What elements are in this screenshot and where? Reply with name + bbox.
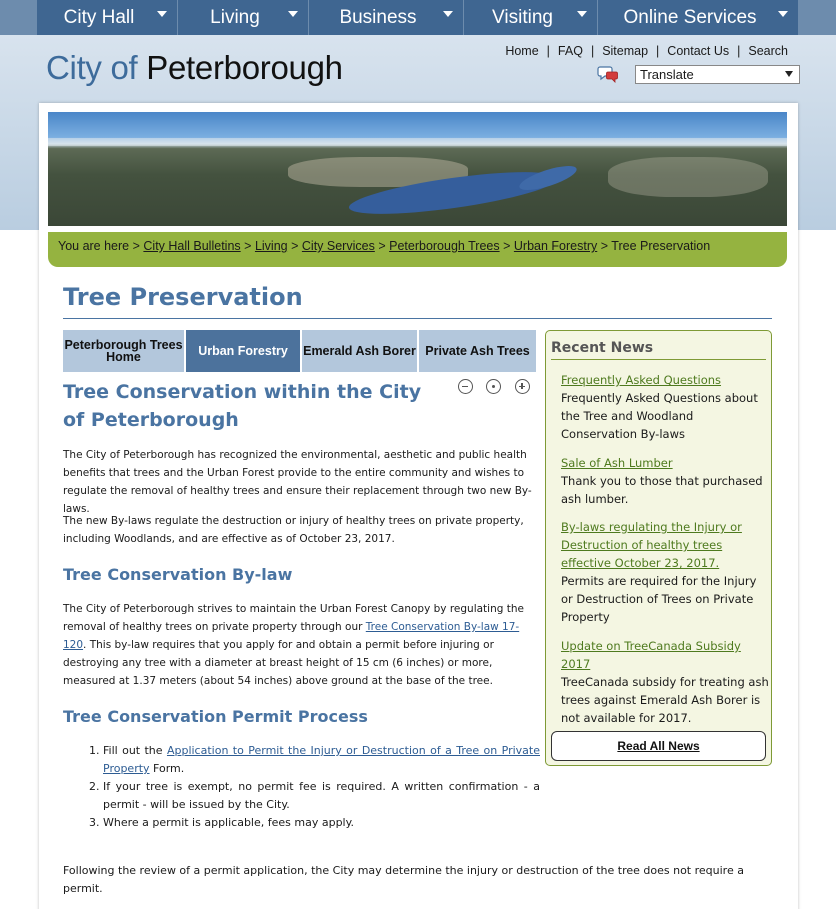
section-heading-bylaw: Tree Conservation By-law xyxy=(63,565,293,584)
breadcrumb-link-city-hall-bulletins[interactable]: City Hall Bulletins xyxy=(143,239,241,253)
translate-select-value: Translate xyxy=(640,67,694,82)
chevron-down-icon xyxy=(288,11,298,17)
nav-item-business[interactable] xyxy=(309,0,464,35)
nav-item-label: Business xyxy=(339,6,417,28)
separator: | xyxy=(590,44,595,58)
site-logo[interactable] xyxy=(46,49,343,87)
reset-text-size-icon[interactable] xyxy=(486,379,501,394)
nav-item-label: Online Services xyxy=(623,6,757,28)
news-link[interactable]: By-laws regulating the Injury or Destruction of healthy trees effective October 23, 2017. xyxy=(561,520,742,570)
separator: | xyxy=(737,44,741,58)
chevron-down-icon xyxy=(778,11,788,17)
news-description: Permits are required for the Injury or Destruction of Trees on Private Property xyxy=(561,574,757,624)
breadcrumb-separator: > xyxy=(291,239,299,253)
news-link[interactable]: Frequently Asked Questions xyxy=(561,373,722,387)
translate-icon[interactable] xyxy=(597,64,619,84)
breadcrumb-current: Tree Preservation xyxy=(611,239,711,253)
logo-city-of: City of xyxy=(46,49,138,86)
nav-item-label: Living xyxy=(210,6,260,28)
section-heading-tree-conservation: Tree Conservation within the City of Peterborough xyxy=(63,381,422,431)
nav-item-label: Visiting xyxy=(492,6,553,28)
news-description: TreeCanada subsidy for treating ash trees against Emerald Ash Borer is not available for 2017. xyxy=(561,675,769,725)
list-item: 1. Fill out the Application to Permit the Injury or Destruction of a Tree on Private Property Form. xyxy=(103,742,540,778)
news-item xyxy=(561,454,771,508)
news-description: Frequently Asked Questions about the Tree and Woodland Conservation By-laws xyxy=(561,391,758,441)
separator: | xyxy=(656,44,660,58)
decrease-text-size-icon[interactable] xyxy=(458,379,473,394)
list-item: 2. If your tree is exempt, no permit fee is required. A written confirmation - a permit - will be issued by the City. xyxy=(103,778,540,814)
title-divider xyxy=(63,318,772,319)
utility-link-contact-us[interactable]: Contact Us xyxy=(667,44,730,58)
recent-news-sidebar xyxy=(545,330,772,766)
tab-urban-forestry[interactable]: Urban Forestry xyxy=(186,330,302,372)
news-link[interactable]: Update on TreeCanada Subsidy 2017 xyxy=(561,639,741,671)
nav-item-visiting[interactable] xyxy=(464,0,598,35)
increase-text-size-icon[interactable] xyxy=(515,379,530,394)
nav-item-label: City Hall xyxy=(63,6,135,28)
news-item xyxy=(561,518,771,626)
bylaw-paragraph xyxy=(63,600,538,690)
breadcrumb-link-urban-forestry[interactable]: Urban Forestry xyxy=(513,239,598,253)
intro-paragraph: The City of Peterborough has recognized the environmental, aesthetic and public health benefits that trees and the Urban Forest provide to the entire community and wishes to regulate the removal of healthy trees and ensure their replacement through two new By-laws. xyxy=(63,449,532,515)
breadcrumb-link-city-services[interactable]: City Services xyxy=(301,239,375,253)
breadcrumb-link-peterborough-trees[interactable]: Peterborough Trees xyxy=(389,239,500,253)
utility-link-home[interactable]: Home xyxy=(505,44,539,58)
news-item xyxy=(561,371,771,443)
chevron-down-icon xyxy=(443,11,453,17)
breadcrumb-separator: > xyxy=(600,239,609,253)
chevron-down-icon xyxy=(157,11,167,17)
tab-peterborough-trees-home[interactable]: Peterborough Trees Home xyxy=(63,330,186,372)
section-tabs xyxy=(63,330,536,372)
utility-link-search[interactable]: Search xyxy=(748,44,788,58)
effective-date-paragraph: The new By-laws regulate the destruction or injury of healthy trees on private property, including Woodlands, and are effective as of October 23, 2017. xyxy=(63,515,524,545)
nav-item-online-services[interactable] xyxy=(598,0,799,35)
nav-item-city-hall[interactable] xyxy=(37,0,178,35)
list-item: 3. Where a permit is applicable, fees may apply. xyxy=(103,814,540,832)
breadcrumb-separator: > xyxy=(378,239,386,253)
bylaw-text-after: . This by-law requires that you apply for and obtain a permit before injuring or destroying any tree with a diameter at breast height of 15 cm (6 inches) or more, measured at 1.37 meters (about 54 inches) above ground at the base of the tree. xyxy=(63,639,494,687)
permit-steps-list xyxy=(103,742,540,832)
top-navigation xyxy=(0,0,836,35)
read-all-news-button[interactable]: Read All News xyxy=(551,731,766,761)
logo-peterborough: Peterborough xyxy=(146,49,343,86)
sidebar-title: Recent News xyxy=(551,340,654,356)
utility-link-faq[interactable]: FAQ xyxy=(557,44,583,58)
news-item xyxy=(561,637,771,727)
breadcrumb-prefix: You are here > xyxy=(58,239,140,253)
breadcrumb xyxy=(48,232,787,267)
translate-select[interactable] xyxy=(635,65,800,84)
utility-link-sitemap[interactable]: Sitemap xyxy=(602,44,649,58)
section-heading-permit-process: Tree Conservation Permit Process xyxy=(63,707,368,726)
page-title: Tree Preservation xyxy=(63,283,303,311)
tab-private-ash-trees[interactable]: Private Ash Trees xyxy=(419,330,536,372)
chevron-down-icon xyxy=(577,11,587,17)
nav-item-living[interactable] xyxy=(178,0,309,35)
breadcrumb-separator: > xyxy=(503,239,511,253)
review-paragraph: Following the review of a permit application, the City may determine the injury or destruction of the tree does not require a permit. xyxy=(63,864,744,895)
permit-application-link[interactable]: Application to Permit the Injury or Destruction of a Tree on Private Property xyxy=(103,744,540,775)
news-description: Thank you to those that purchased ash lumber. xyxy=(561,474,763,506)
chevron-down-icon xyxy=(785,71,793,77)
bylaw-link[interactable]: Tree Conservation By-law 17-120 xyxy=(63,621,520,651)
news-link[interactable]: Sale of Ash Lumber xyxy=(561,456,673,470)
breadcrumb-separator: > xyxy=(244,239,252,253)
utility-links xyxy=(505,44,788,58)
sidebar-divider xyxy=(551,359,766,360)
separator: | xyxy=(546,44,550,58)
bylaw-text-before: The City of Peterborough strives to maintain the Urban Forest Canopy by regulating the removal of healthy trees on private property through our xyxy=(63,603,524,633)
breadcrumb-link-living[interactable]: Living xyxy=(254,239,288,253)
tab-emerald-ash-borer[interactable]: Emerald Ash Borer xyxy=(302,330,419,372)
banner-image xyxy=(48,112,787,226)
